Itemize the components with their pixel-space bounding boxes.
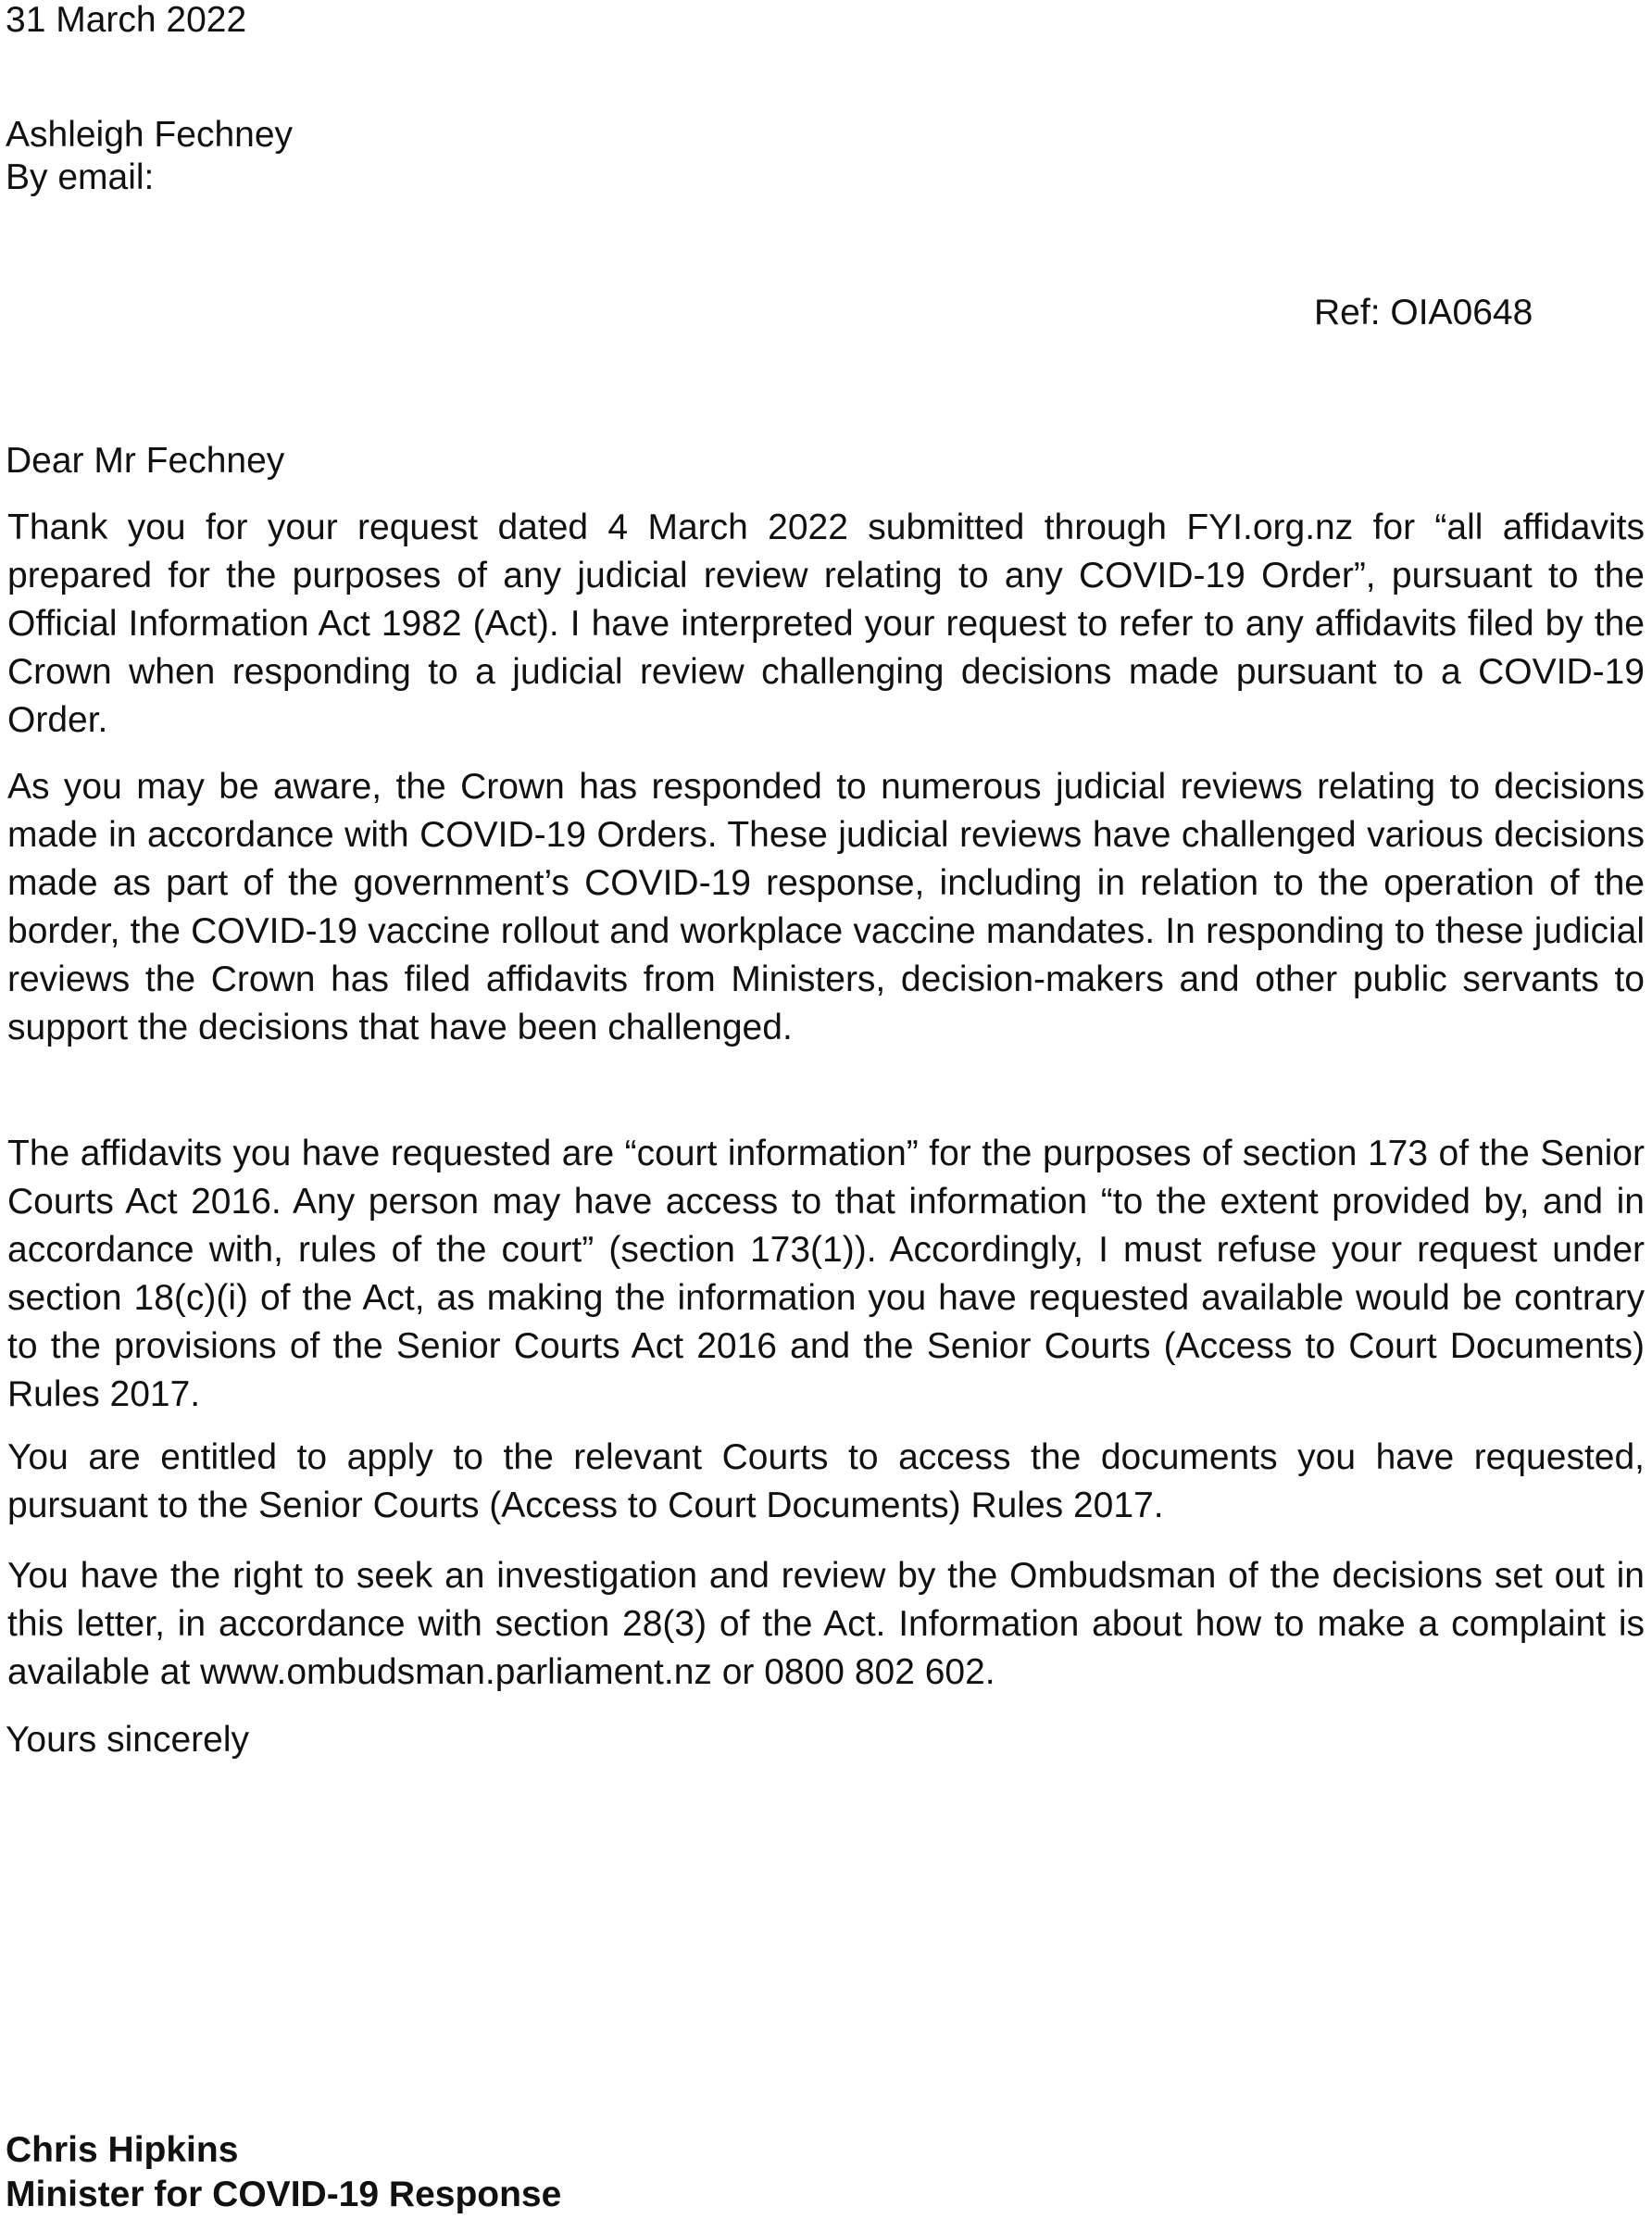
body-paragraph: As you may be aware, the Crown has responded to numerous judicial reviews relating to decisions made in accordance with COVID-19 Orders. These judicial reviews have challenged various decisions made as part of the government’s COVID-19 response, including in relation to the operation of the border, the COVID-19 vaccine rollout and workplace vaccine mandates. In responding to these judicial reviews the Crown has filed affidavits from Ministers, decision-makers and other public servants to support the decisions that have been challenged. [7, 767, 1645, 1047]
signatory-title: Minister for COVID-19 Response [6, 2175, 562, 2214]
salutation: Dear Mr Fechney [6, 441, 285, 481]
reference-number: Ref: OIA0648 [1314, 293, 1533, 332]
body-paragraph: You have the right to seek an investigation and review by the Ombudsman of the decisions set out in this letter, in accordance with section 28(3) of the Act. Information about how to make a complaint is available at www.ombudsman.parliament.nz or 0800 802 602. [7, 1556, 1645, 1692]
body-paragraph: The affidavits you have requested are “court information” for the purposes of section 173 of the Senior Courts Act 2016. Any person may have access to that information “to the extent provided by, and in accordance with, rules of the court” (section 173(1)). Accordingly, I must refuse your request under section 18(c)(i) of the Act, as making the information you have requested available would be contrary to the provisions of the Senior Courts Act 2016 and the Senior Courts (Access to Court Documents) Rules 2017. [7, 1134, 1645, 1414]
body-paragraph: You are entitled to apply to the relevant Courts to access the documents you have requested, pursuant to the Senior Courts (Access to Court Documents) Rules 2017. [7, 1437, 1645, 1525]
recipient-name: Ashleigh Fechney [6, 115, 294, 155]
recipient-contact: By email: [6, 157, 155, 197]
body-paragraph: Thank you for your request dated 4 March 2022 submitted through FYI.org.nz for “all affidavits prepared for the purposes of any judicial review relating to any COVID-19 Order”, pursuant to the Official Information Act 1982 (Act). I have interpreted your request to refer to any affidavits filed by the Crown when responding to a judicial review challenging decisions made pursuant to a COVID-19 Order. [7, 508, 1645, 740]
signatory-name: Chris Hipkins [6, 2130, 239, 2170]
letter-date: 31 March 2022 [6, 0, 247, 40]
closing: Yours sincerely [6, 1720, 250, 1760]
